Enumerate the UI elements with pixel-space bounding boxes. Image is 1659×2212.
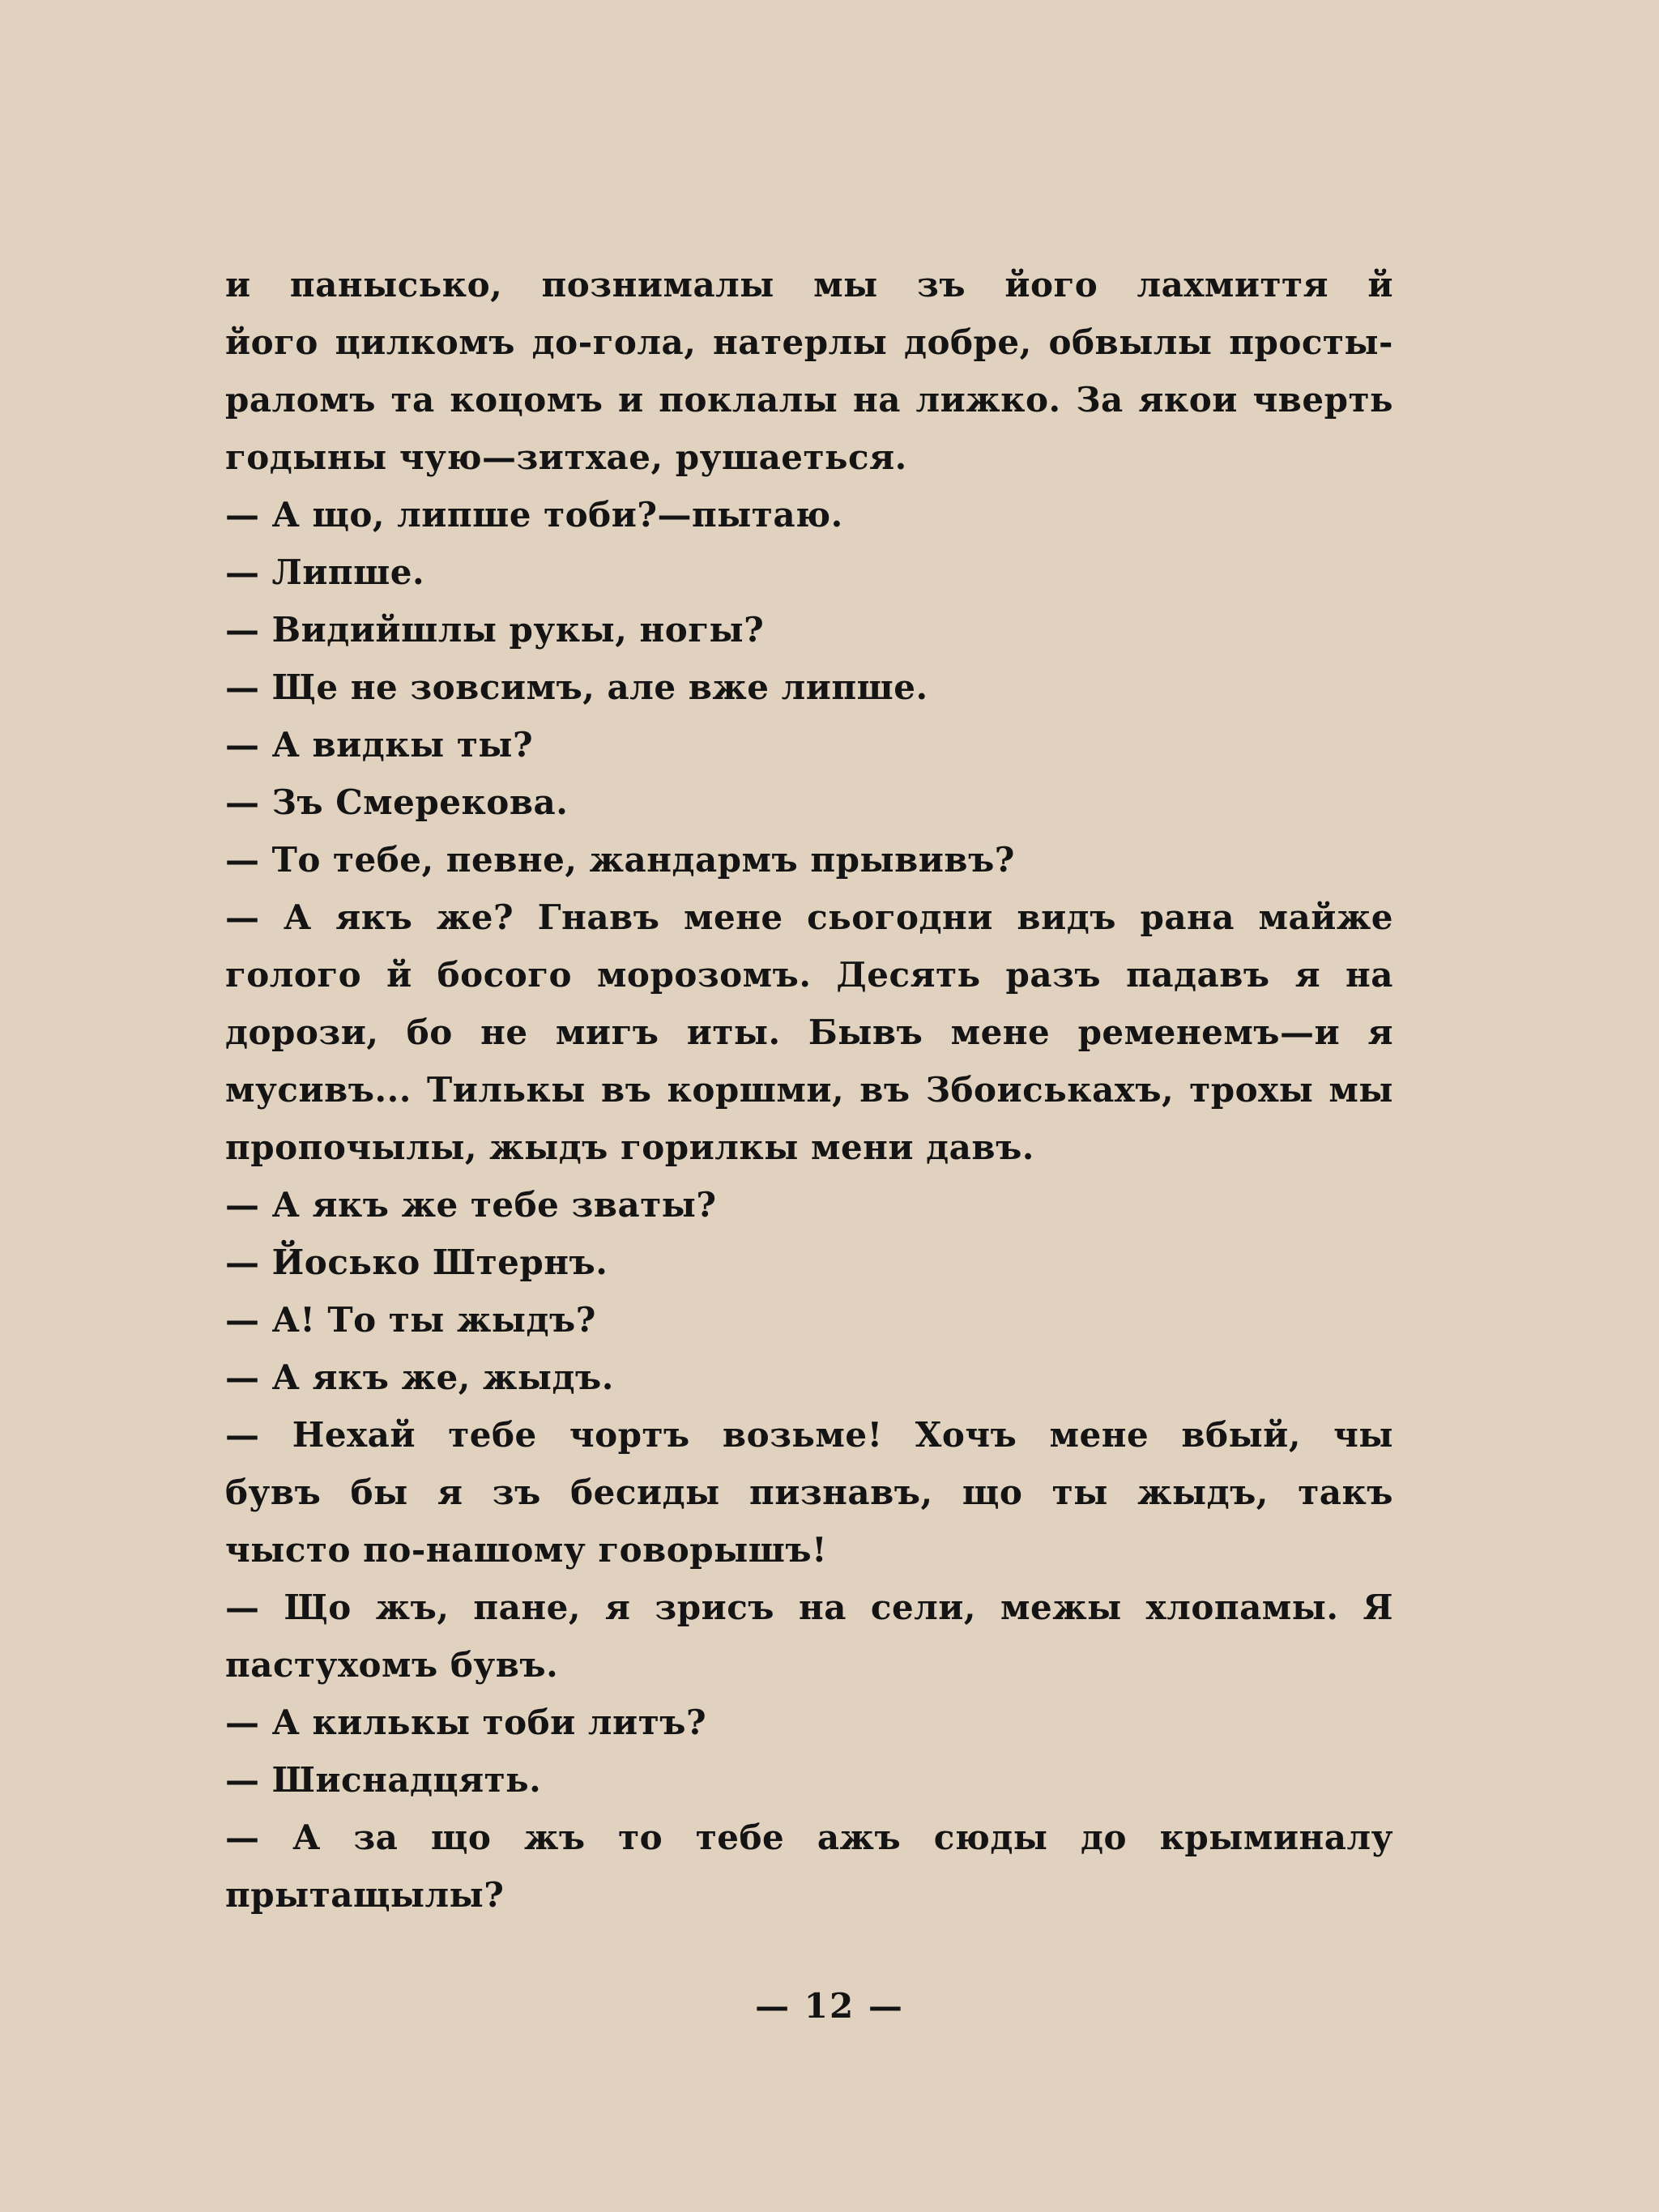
text-line: мусивъ... Тилькы въ коршми, въ Збоиськахъ, трохы мы [225, 1070, 1393, 1110]
text-line: дорози, бо не мигъ иты. Бывъ мене ременемъ—и я [225, 1012, 1393, 1052]
text-line: — Зъ Смерекова. [225, 782, 569, 822]
text-line: прытащылы? [225, 1875, 505, 1915]
text-line: — А за що жъ то тебе ажъ сюды до крыминалу [225, 1818, 1393, 1857]
text-line: — Нехай тебе чортъ возьме! Хочъ мене вбый, чы [225, 1415, 1393, 1455]
text-line: чысто по-нашому говорышъ! [225, 1530, 828, 1570]
text-line: бувъ бы я зъ бесиды пизнавъ, що ты жыдъ, такъ [225, 1473, 1393, 1512]
page-number: — 12 — [755, 1986, 904, 2026]
text-line: — А якъ же, жыдъ. [225, 1357, 614, 1397]
text-line: його цилкомъ до-гола, натерлы добре, обвылы просты- [225, 322, 1393, 362]
text-line: — Видийшлы рукы, ногы? [225, 610, 765, 650]
text-line: и панысько, познималы мы зъ його лахмиття й [225, 265, 1393, 305]
text-line: — Що жъ, пане, я зрисъ на сели, межы хлопамы. Я [225, 1588, 1393, 1627]
text-line: — А видкы ты? [225, 725, 534, 765]
body-text [225, 256, 1393, 1924]
text-line: — А якъ же тебе зваты? [225, 1185, 717, 1225]
text-line: — То тебе, певне, жандармъ прывивъ? [225, 840, 1015, 880]
text-line: — Шиснадцять. [225, 1760, 542, 1800]
text-line: — Ще не зовсимъ, але вже липше. [225, 667, 928, 707]
text-line: годыны чую—зитхае, рушаеться. [225, 437, 907, 477]
text-line: пропочылы, жыдъ горилкы мени давъ. [225, 1127, 1034, 1167]
text-line: — Йосько Штернъ. [225, 1242, 608, 1282]
text-line: — Липше. [225, 552, 425, 592]
text-line: — А якъ же? Гнавъ мене сьогодни видъ рана майже [225, 897, 1393, 937]
text-line: — А! То ты жыдъ? [225, 1300, 596, 1340]
text-line: — А що, липше тоби?—пытаю. [225, 495, 843, 535]
text-line: — А килькы тоби литъ? [225, 1703, 707, 1742]
text-line: голого й босого морозомъ. Десять разъ падавъ я на [225, 955, 1393, 995]
text-line: пастухомъ бувъ. [225, 1645, 559, 1685]
text-line: раломъ та коцомъ и поклалы на лижко. За якои чверть [225, 380, 1393, 420]
